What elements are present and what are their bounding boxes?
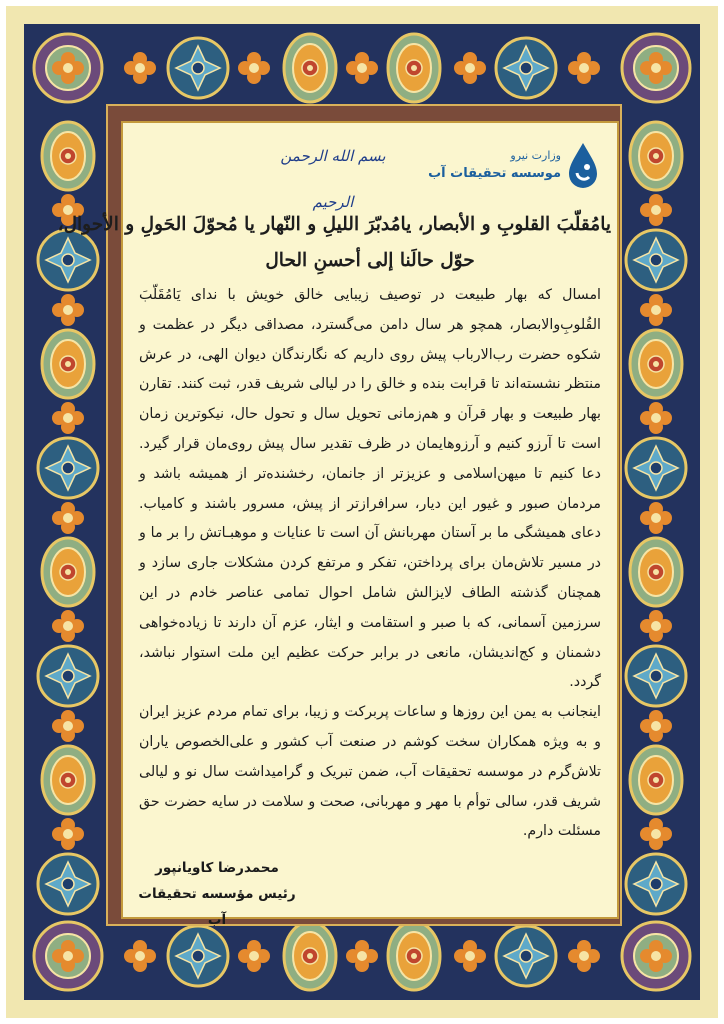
greeting-card (6, 6, 718, 1018)
prayer-line-2: حوّل حالَنا إلی أحسنِ الحال (265, 250, 475, 271)
bismillah-calligraphy: بسم الله الرحمن الرحیم (280, 147, 386, 211)
message-body (139, 281, 601, 847)
institute-logo (428, 139, 601, 197)
message-paragraph-2: اینجانب به یمن این روزها و ساعات پربرکت و زیبا، برای تمام مردم عزیز ایران و به ویژه همکاران سخت کوشم در صنعت آب کشور و علی‌الخصوص یاران تلاش‌گرم در موسسه تحقیقات آب، ضمن تبریک و گرامیداشت سال نو و لیالی شریف قدر، سالی توأم با مهر و مهربانی، صحت و سلامت در سایه حضرت حق مسئلت دارم. (139, 704, 601, 840)
institute-name: موسسه تحقیقات آب (428, 166, 561, 181)
signer-name: محمدرضا کاویانپور (155, 860, 279, 876)
signature-block (137, 855, 297, 933)
signer-title: رئیس مؤسسه تحقیقات آب (138, 886, 296, 928)
letter-panel (57, 121, 619, 928)
prayer-line-1: یامُقلّبَ القلوبِ و الأبصار، یامُدبّرَ اللیلِ و النّهار یا مُحوّلَ الحَولِ و الأحوال، (57, 214, 611, 235)
message-paragraph-1: امسال که بهار طبیعت در توصیف زیبایی خالق خویش با ندای یَامُقَلّبَ القُلوبِ‌والابصار، همچو هر سال دامن می‌گسترد، مصداقی دیگر در عظمت و شکوه حضرت رب‌الارباب پیش روی داریم که نگارندگان دیوان الهی، در عرش منتظر نشسته‌اند تا قرابت بنده و خالق را در لیالی شریف قدر، ثبت کنند. تقارن بهار طبیعت و بهار قرآن و هم‌زمانی تحویل سال و تحول حال، نیکوترین زمان است تا آرزو کنیم و آرزوهایمان در ظرف تقدیر سال پیش روی‌مان قرار گیرد. دعا کنیم تا میهن‌اسلامی و عزیزتر از جانمان، رخشنده‌تر از همیشه باشد و مردمان صبور و غیور این دیار، سرافرازتر از پیش، مسرور باشند و کامیاب. دعای همیشگی ما بر آستان مهربانش آن است تا عنایات و موهبـاتش را بر ما و در مسیر تلاش‌مان برای پرداختن، تفکر و مرتفع کردن مشکلات جاری سازد و همچنان گذشته الطاف لایزالش شامل احوال تمامی عناصر خادم در این سرزمین آسمانی، که با صبر و استقامت و ایثار، عزم آن دارند تا زیاده‌خواهی دشمنان و کج‌اندیشان، مانعی در برابر حرکت عظیم این ملت استوار نباشد، گردد. (139, 287, 601, 691)
nowruz-prayer (57, 207, 611, 279)
ministry-name: وزارت نیرو (510, 149, 561, 162)
water-drop-icon (565, 141, 601, 191)
